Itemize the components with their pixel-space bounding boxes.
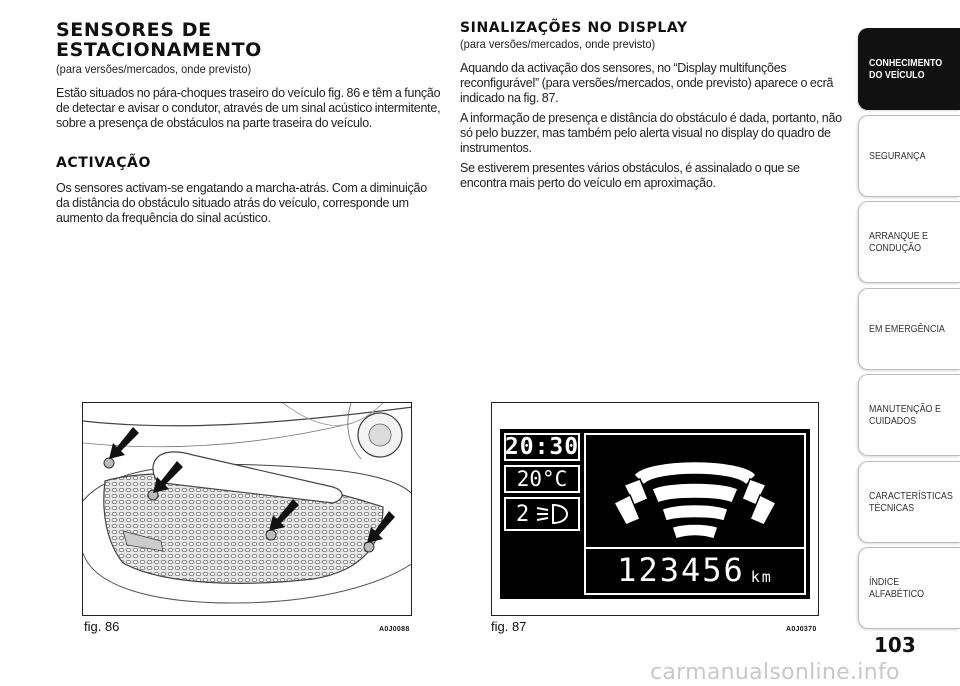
tab-label: SEGURANÇA [869, 149, 926, 162]
section-subtitle: (para versões/mercados, onde previsto) [460, 37, 656, 51]
rear-bumper-illustration [83, 403, 412, 616]
tab-label: MANUTENÇÃO E CUIDADOS [869, 403, 941, 427]
section-title-activation: ACTIVAÇÃO [56, 155, 151, 171]
instrument-display [500, 429, 810, 599]
sensor-arc-row1 [634, 462, 756, 486]
gear-panel [504, 497, 580, 531]
section-title-parking-sensors: SENSORES DE [56, 19, 212, 41]
tab-label: ARRANQUE E CONDUÇÃO [869, 230, 929, 254]
chapter-tabs [858, 28, 960, 634]
temperature-panel [504, 465, 580, 493]
paragraph-buzzer: A informação de presença e distância do obstáculo é dada, portanto, não só pelo buzzer, mas também pelo alerta visual no display do quadro de instrumentos. [460, 111, 842, 155]
sensor-arc-row2 [652, 483, 738, 503]
headlight-icon [533, 501, 573, 527]
paragraph-display: Aquando da activação dos sensores, no “Display multifunções reconfigurável” (para versões/mercados, onde previsto) aparece o ecrã indicado na fig. 87. [460, 61, 834, 105]
tab-technical-specs[interactable] [858, 461, 960, 543]
odometer-value: 123456 [617, 551, 745, 589]
figure-86-caption: fig. 86 [84, 619, 120, 634]
tab-safety[interactable] [858, 115, 960, 197]
odometer [586, 551, 804, 591]
section-title-display-signals: SINALIZAÇÕES NO DISPLAY [460, 20, 688, 36]
tab-alphabetical-index[interactable] [858, 547, 960, 629]
odometer-unit: km [750, 568, 773, 586]
tab-starting-driving[interactable] [858, 201, 960, 283]
tab-emergency[interactable] [858, 288, 960, 370]
figure-87-code: A0J0370 [786, 626, 817, 633]
paragraph-obstacles: Se estiverem presentes vários obstáculos, é assinalado o que se encontra mais perto do veículo em aproximação. [460, 161, 800, 190]
sensor-arc-row4 [672, 524, 718, 539]
temperature-readout: 20°C [516, 467, 568, 491]
watermark: carmanualsonline.info [650, 660, 900, 685]
panel-divider [586, 547, 804, 549]
left-column [56, 20, 442, 226]
paragraph-activation: Os sensores activam-se engatando a marcha-atrás. Com a diminuição da distância do obstáculo situado atrás do veículo, corresponde um aumento da frequência do sinal acústico. [56, 181, 427, 225]
paragraph-location: Estão situados no pára-choques traseiro do veículo fig. 86 e têm a função de detectar e avisar o condutor, através de um sinal acústico intermitente, sobre a presença de obstáculos na parte traseira do veículo. [56, 86, 441, 130]
tab-label: ÍNDICE ALFABÉTICO [869, 576, 925, 600]
tab-label: CARACTERÍSTICAS TÉCNICAS [869, 489, 953, 514]
figure-86-rear-bumper [82, 402, 412, 616]
figure-87-display [491, 402, 819, 616]
parking-sensor-arcs [586, 435, 804, 547]
tab-maintenance[interactable] [858, 374, 960, 456]
clock-readout: 20:30 [504, 434, 580, 460]
right-column [460, 20, 845, 191]
page-number: 103 [874, 633, 916, 657]
tab-label: EM EMERGÊNCIA [869, 322, 945, 335]
clock-panel [504, 433, 580, 461]
tab-label: CONHECIMENTO DO VEÍCULO [869, 57, 943, 81]
parking-sensor-panel [584, 433, 806, 595]
gear-readout: 2 [516, 501, 530, 527]
figure-87-caption: fig. 87 [491, 619, 527, 634]
section-title-parking-sensors-line2: ESTACIONAMENTO [56, 39, 262, 61]
figure-86-code: A0J0088 [379, 626, 410, 633]
sensor-arc-row3 [662, 505, 728, 522]
tab-vehicle-knowledge[interactable] [858, 28, 960, 110]
section-subtitle: (para versões/mercados, onde previsto) [56, 62, 252, 76]
